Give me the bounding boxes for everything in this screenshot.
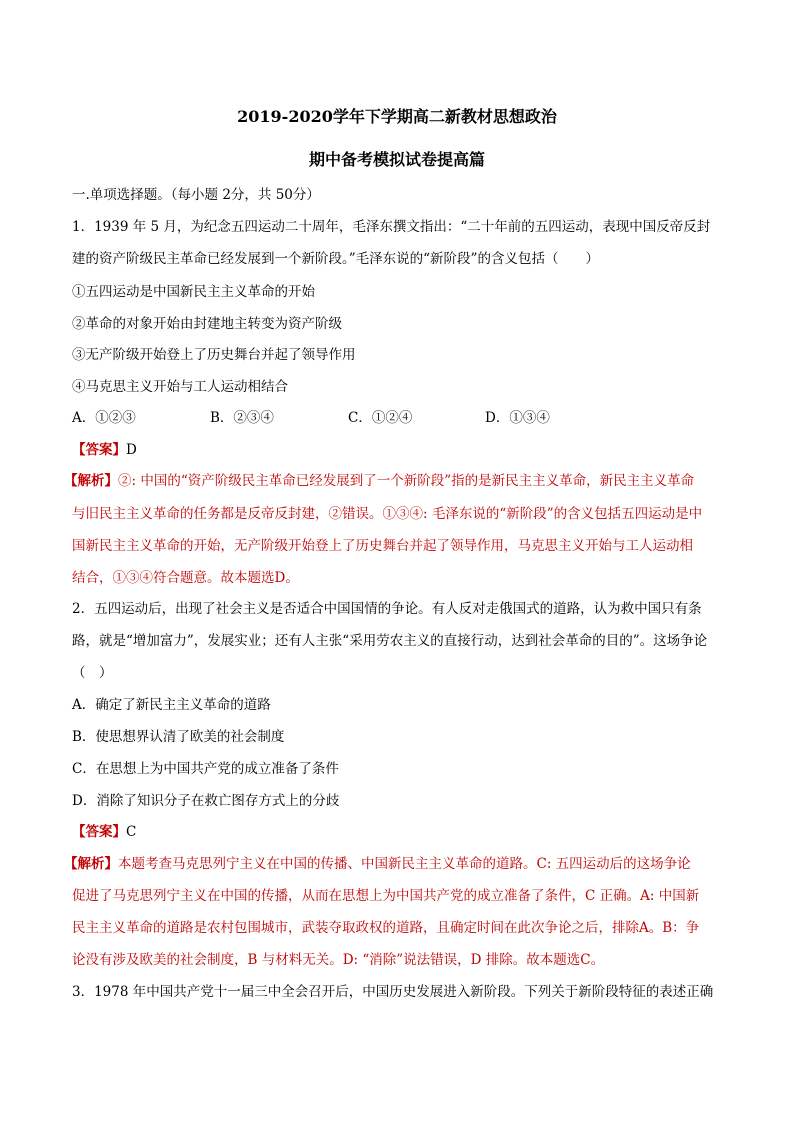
q2-analysis-line-2: 促进了马克思列宁主义在中国的传播，从而在思想上为中国共产党的成立准备了条件，C 正确。A: 中国新 (72, 888, 700, 904)
q1-option-b: B．②③④ (210, 410, 274, 426)
q1-option-a: A．①②③ (72, 410, 136, 426)
q2-stem-line-1: 2．五四运动后，出现了社会主义是否适合中国国情的争论。有人反对走俄国式的道路，认为救中国只有条 (72, 601, 702, 617)
q2-option-a: A．确定了新民主主义革命的道路 (72, 697, 271, 713)
q2-analysis-label: 【解析】 (64, 856, 118, 872)
q1-analysis-line-2: 与旧民主主义革命的任务都是反帝反封建，②错误。①③④: 毛泽东说的“新阶段”的含义包括五四运动是中 (72, 506, 703, 522)
q2-answer (72, 823, 722, 841)
q1-analysis-label: 【解析】 (64, 473, 118, 489)
q2-option-b: B．使思想界认清了欧美的社会制度 (72, 729, 285, 745)
q1-stem-line-2: 建的资产阶级民主革命已经发展到一个新阶段。”毛泽东说的“新阶段”的含义包括（ ） (72, 251, 599, 267)
q1-analysis-line-1 (64, 472, 714, 490)
q2-answer-value: C (126, 824, 137, 840)
q2-analysis-line-1 (64, 855, 714, 873)
q1-analysis-line-4: 结合，①③④符合题意。故本题选D。 (72, 570, 299, 586)
q1-statement-4: ④马克思主义开始与工人运动相结合 (72, 379, 288, 395)
q1-statement-2: ②革命的对象开始由封建地主转变为资产阶级 (72, 316, 342, 332)
q1-answer-value: D (126, 442, 137, 458)
q2-stem-line-2: 路，就是“增加富力”，发展实业；还有人主张“采用劳农主义的直接行动，达到社会革命的目的”。这场争论 (72, 633, 708, 649)
q1-statement-3: ③无产阶级开始登上了历史舞台并起了领导作用 (72, 347, 356, 363)
q1-analysis-line-3: 国新民主主义革命的开始，无产阶级开始登上了历史舞台并起了领导作用，马克思主义开始与工人运动相 (72, 538, 693, 554)
q2-option-c: C．在思想上为中国共产党的成立准备了条件 (72, 761, 339, 777)
q2-analysis-line-3: 民主主义革命的道路是农村包围城市，武装夺取政权的道路，且确定时间在此次争论之后，排除A。B：争 (72, 920, 700, 936)
q2-option-d: D．消除了知识分子在救亡图存方式上的分歧 (72, 793, 340, 809)
q2-analysis-text-1: 本题考查马克思列宁主义在中国的传播、中国新民主主义革命的道路。C: 五四运动后的这场争论 (118, 856, 691, 872)
q1-option-d: D．①③④ (485, 410, 550, 426)
q2-analysis-line-4: 论没有涉及欧美的社会制度，B 与材料无关。D: “消除”说法错误，D 排除。故本题选C。 (72, 952, 605, 968)
q1-answer-label: 【答案】 (72, 442, 126, 458)
q1-stem-line-1: 1．1939 年 5 月，为纪念五四运动二十周年，毛泽东撰文指出：“二十年前的五四运动，表现中国反帝反封 (72, 219, 711, 235)
q1-statement-1: ①五四运动是中国新民主主义革命的开始 (72, 284, 315, 300)
q2-answer-label: 【答案】 (72, 824, 126, 840)
q3-stem-line-1: 3．1978 年中国共产党十一届三中全会召开后，中国历史发展进入新阶段。下列关于新阶段特征的表述正确 (72, 984, 714, 1000)
page-title: 2019-2020学年下学期高二新教材思想政治 (237, 107, 557, 126)
q2-stem-line-3: （ ） (72, 665, 113, 681)
q1-analysis-text-1: ②: 中国的“资产阶级民主革命已经发展到了一个新阶段”指的是新民主主义革命，新民主主义革命 (118, 473, 695, 489)
section-heading: 一.单项选择题。（每小题 2分，共 50分） (72, 187, 320, 203)
q1-option-c: C．①②④ (348, 410, 413, 426)
q1-answer (72, 441, 722, 459)
page-subtitle: 期中备考模拟试卷提高篇 (308, 150, 485, 169)
